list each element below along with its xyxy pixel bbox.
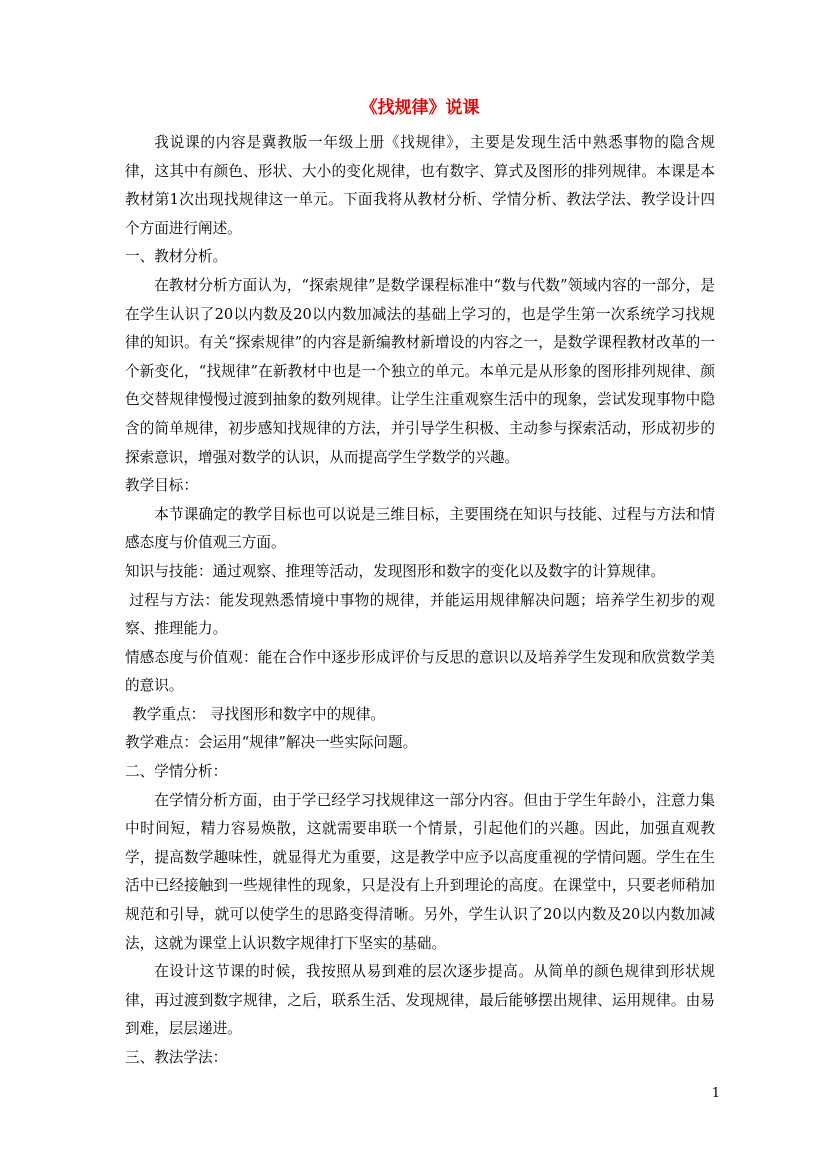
document-title: 《找规律》说课 [360,98,480,118]
teaching-difficulty: 教学难点：会运用“规律”解决一些实际问题。 [125,734,418,752]
page-number: 1 [711,1086,720,1101]
paragraph-student-analysis: 在学情分析方面，由于学已经学习找规律这一部分内容。但由于学生年龄小，注意力集中时间短，精力容易焕散，这就需要串联一个情景，引起他们的兴趣。因此，加强直观教学，提高数学趣味性，就显得尤为重要，这是教学中应予以高度重视的学情问题。学生在生活中已经接触到一些规律性的现象，只是没有上升到理论的高度。在课堂中，只要老师稍加规范和引导，就可以使学生的思路变得清晰。另外，学生认识了20以内数及20以内数加减法，这就为课堂上认识数字规律打下坚实的基础。 [125,791,715,952]
paragraph-teaching-goals: 本节课确定的教学目标也可以说是三维目标，主要围绕在知识与技能、过程与方法和情感态度与价值观三方面。 [125,505,715,552]
goal-knowledge-skills: 知识与技能：通过观察、推理等活动，发现图形和数字的变化以及数字的计算规律。 [125,562,665,580]
paragraph-intro: 我说课的内容是冀教版一年级上册《找规律》，主要是发现生活中熟悉事物的隐含规律，这其中有颜色、形状、大小的变化规律，也有数字、算式及图形的排列规律。本课是本教材第1次出现找规律这一单元。下面我将从教材分析、学情分析、教法学法、教学设计四个方面进行阐述。 [125,134,715,237]
heading-teaching-methods: 三、教法学法： [125,1049,228,1066]
goal-process-methods: 过程与方法：能发现熟悉情境中事物的规律，并能运用规律解决问题；培养学生初步的观察、推理能力。 [125,591,715,638]
goal-emotion-values: 情感态度与价值观：能在合作中逐步形成评价与反思的意识以及培养学生发现和欣赏数学美的意识。 [125,648,715,695]
paragraph-lesson-design: 在设计这节课的时候，我按照从易到难的层次逐步提高。从简单的颜色规律到形状规律，再过渡到数字规律，之后，联系生活、发现规律，最后能够摆出规律、运用规律。由易到难，层层递进。 [125,963,715,1038]
teaching-key-point: 教学重点： 寻找图形和数字中的规律。 [132,705,386,723]
paragraph-textbook-analysis: 在教材分析方面认为，“探索规律”是数学课程标准中“数与代数”领域内容的一部分，是在学生认识了20以内数及20以内数加减法的基础上学习的，也是学生第一次系统学习找规律的知识。有关“探索规律”的内容是新编教材新增设的内容之一，是数学课程教材改革的一个新变化，“找规律”在新教材中也是一个独立的单元。本单元是从形象的图形排列规律、颜色交替规律慢慢过渡到抽象的数列规律。让学生注重观察生活中的现象，尝试发现事物中隐含的简单规律，初步感知找规律的方法，并引导学生积极、主动参与探索活动，形成初步的探索意识，增强对数学的认识，从而提高学生学数学的兴趣。 [125,276,715,466]
document-page [125,95,715,1073]
heading-student-analysis: 二、学情分析： [125,763,228,781]
heading-textbook-analysis: 一、教材分析。 [125,248,228,266]
heading-teaching-goals: 教学目标： [125,477,198,495]
